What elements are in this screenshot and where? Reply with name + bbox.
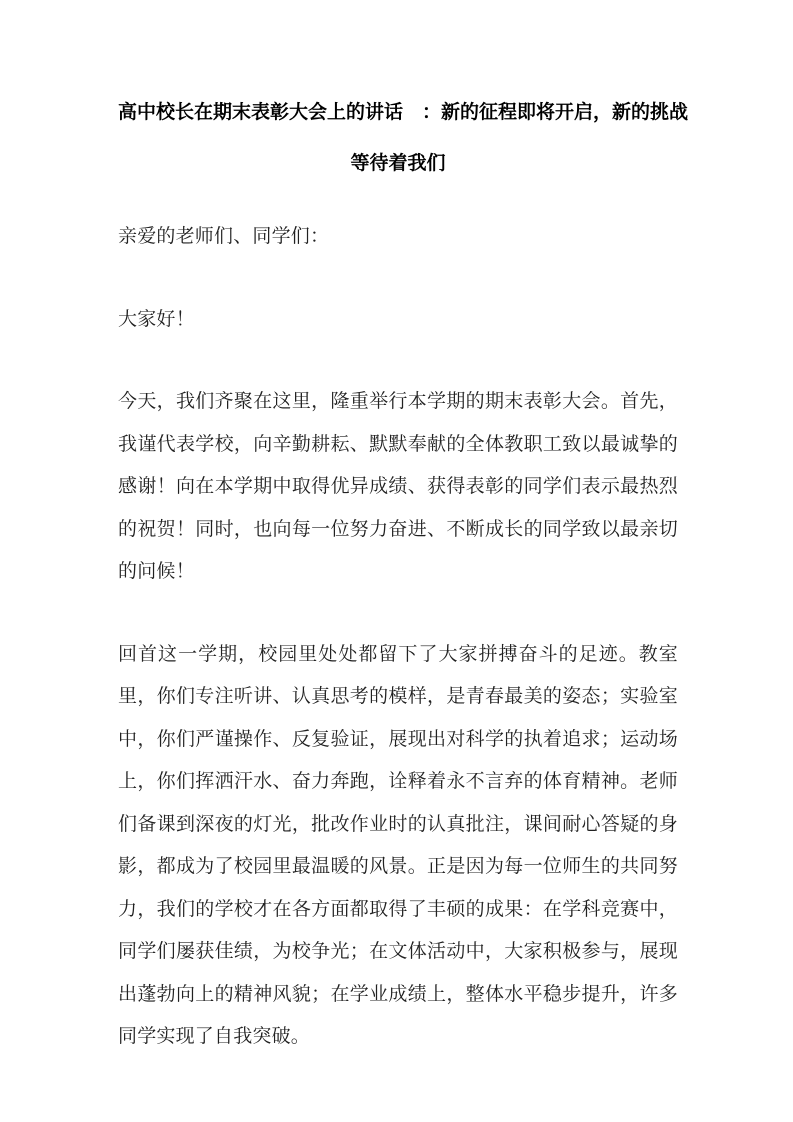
title-line-2: 等待着我们	[350, 153, 446, 174]
salutation-paragraph: 亲爱的老师们、同学们：	[118, 226, 330, 247]
opening-thanks-paragraph: 今天，我们齐聚在这里，隆重举行本学期的期末表彰大会。首先，我谨代表学校，向辛勤耕耘、默默奉献的全体教职工致以最诚挚的感谢！向在本学期中取得优异成绩、获得表彰的同学们表示最热烈的祝贺！同时，也向每一位努力奋进、不断成长的同学致以最亲切的问候！	[118, 391, 678, 582]
greeting-paragraph: 大家好！	[118, 308, 195, 330]
document-content	[118, 0, 689, 1059]
document-title	[118, 87, 689, 189]
semester-review-paragraph: 回首这一学期，校园里处处都留下了大家拼搏奋斗的足迹。教室里，你们专注听讲、认真思考的模样，是青春最美的姿态；实验室中，你们严谨操作、反复验证，展现出对科学的执着追求；运动场上，你们挥洒汗水、奋力奔跑，诠释着永不言弃的体育精神。老师们备课到深夜的灯光，批改作业时的认真批注，课间耐心答疑的身影，都成为了校园里最温暖的风景。正是因为每一位师生的共同努力，我们的学校才在各方面都取得了丰硕的成果：在学科竞赛中，同学们屡获佳绩，为校争光；在文体活动中，大家积极参与，展现出蓬勃向上的精神风貌；在学业成绩上，整体水平稳步提升，许多同学实现了自我突破。	[118, 643, 678, 1047]
title-line-1: 高中校长在期末表彰大会上的讲话 ：新的征程即将开启，新的挑战	[118, 102, 689, 123]
document-body	[118, 216, 678, 1059]
